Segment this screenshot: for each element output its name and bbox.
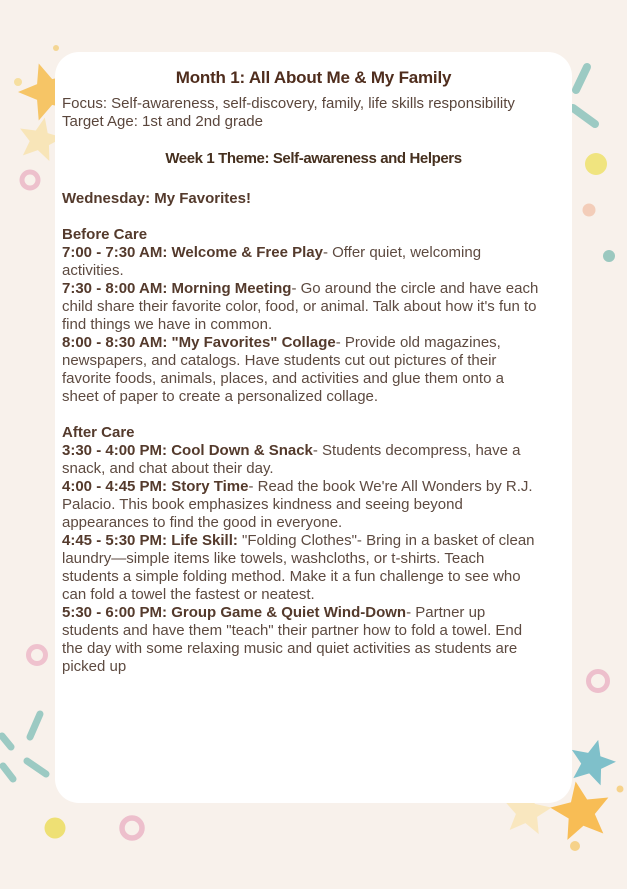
schedule-item	[62, 334, 539, 406]
item-description: "Folding Clothes"- Bring in a basket of clean laundry—simple items like towels, washcloths, or t-shirts. Teach students a simple folding method. Make it a fun challenge to see who can fold a towel the fastest or neatest.	[62, 532, 535, 603]
yellow-circle-decoration	[585, 153, 607, 175]
teal-star-decoration	[565, 734, 620, 788]
week-theme-heading: Week 1 Theme: Self-awareness and Helpers	[165, 150, 462, 167]
schedule-item	[62, 244, 539, 280]
yellow-dot-decoration	[45, 818, 66, 839]
schedule-card	[55, 52, 572, 803]
item-description: - Students decompress, have a snack, and chat about their day.	[62, 442, 521, 477]
time-label: 4:00 - 4:45 PM: Story Time	[62, 478, 249, 495]
section-heading: Before Care	[62, 226, 148, 243]
pink-ring-decoration	[589, 672, 608, 691]
section-heading: After Care	[62, 424, 135, 441]
time-label: 7:00 - 7:30 AM: Welcome & Free Play	[62, 244, 323, 261]
day-heading: Wednesday: My Favorites!	[62, 190, 251, 207]
peach-dot-decoration	[583, 204, 596, 217]
time-label: 8:00 - 8:30 AM: "My Favorites" Collage	[62, 334, 336, 351]
teal-dot-decoration	[603, 250, 615, 262]
schedule-item	[62, 604, 539, 676]
schedule-item	[62, 442, 539, 478]
item-description: - Provide old magazines, newspapers, and catalogs. Have students cut out pictures of their favorite foods, animals, places, and activities and glue them onto a sheet of paper to create a personalized collage.	[62, 334, 504, 405]
time-label: 7:30 - 8:00 AM: Morning Meeting	[62, 280, 292, 297]
item-description: - Partner up students and have them "teach" their partner how to fold a towel. End the day with some relaxing music and quiet activities as students are picked up	[62, 604, 523, 675]
item-description: - Offer quiet, welcoming activities.	[62, 244, 482, 279]
time-label: 3:30 - 4:00 PM: Cool Down & Snack	[62, 442, 313, 459]
gold-dot-decoration	[617, 786, 624, 793]
month-title: Month 1: All About Me & My Family	[175, 68, 452, 87]
item-description: - Read the book We're All Wonders by R.J. Palacio. This book emphasizes kindness and seeing beyond appearances to find the good in everyone.	[62, 478, 533, 531]
item-description: - Go around the circle and have each child share their favorite color, food, or animal. Talk about how it's fun to find things we have in common.	[62, 280, 539, 333]
target-age-line: Target Age: 1st and 2nd grade	[62, 113, 263, 130]
schedule-item	[62, 478, 539, 532]
pink-ring-decoration	[122, 818, 142, 838]
teal-dashes-decoration	[573, 67, 595, 124]
pink-ring-decoration	[22, 172, 38, 188]
pink-ring-decoration	[29, 647, 46, 664]
focus-line: Focus: Self-awareness, self-discovery, family, life skills responsibility	[62, 95, 515, 112]
schedule-item	[62, 532, 539, 604]
before-care-section	[62, 226, 565, 406]
gold-dot-decoration	[570, 841, 580, 851]
after-care-section	[62, 424, 565, 676]
schedule-item	[62, 280, 539, 334]
teal-sparkle-decoration	[2, 714, 46, 779]
tiny-yellow-dot-decoration	[53, 45, 59, 51]
time-label: 4:45 - 5:30 PM: Life Skill:	[62, 532, 238, 549]
time-label: 5:30 - 6:00 PM: Group Game & Quiet Wind-Down	[62, 604, 407, 621]
pale-yellow-dot-decoration	[14, 78, 22, 86]
